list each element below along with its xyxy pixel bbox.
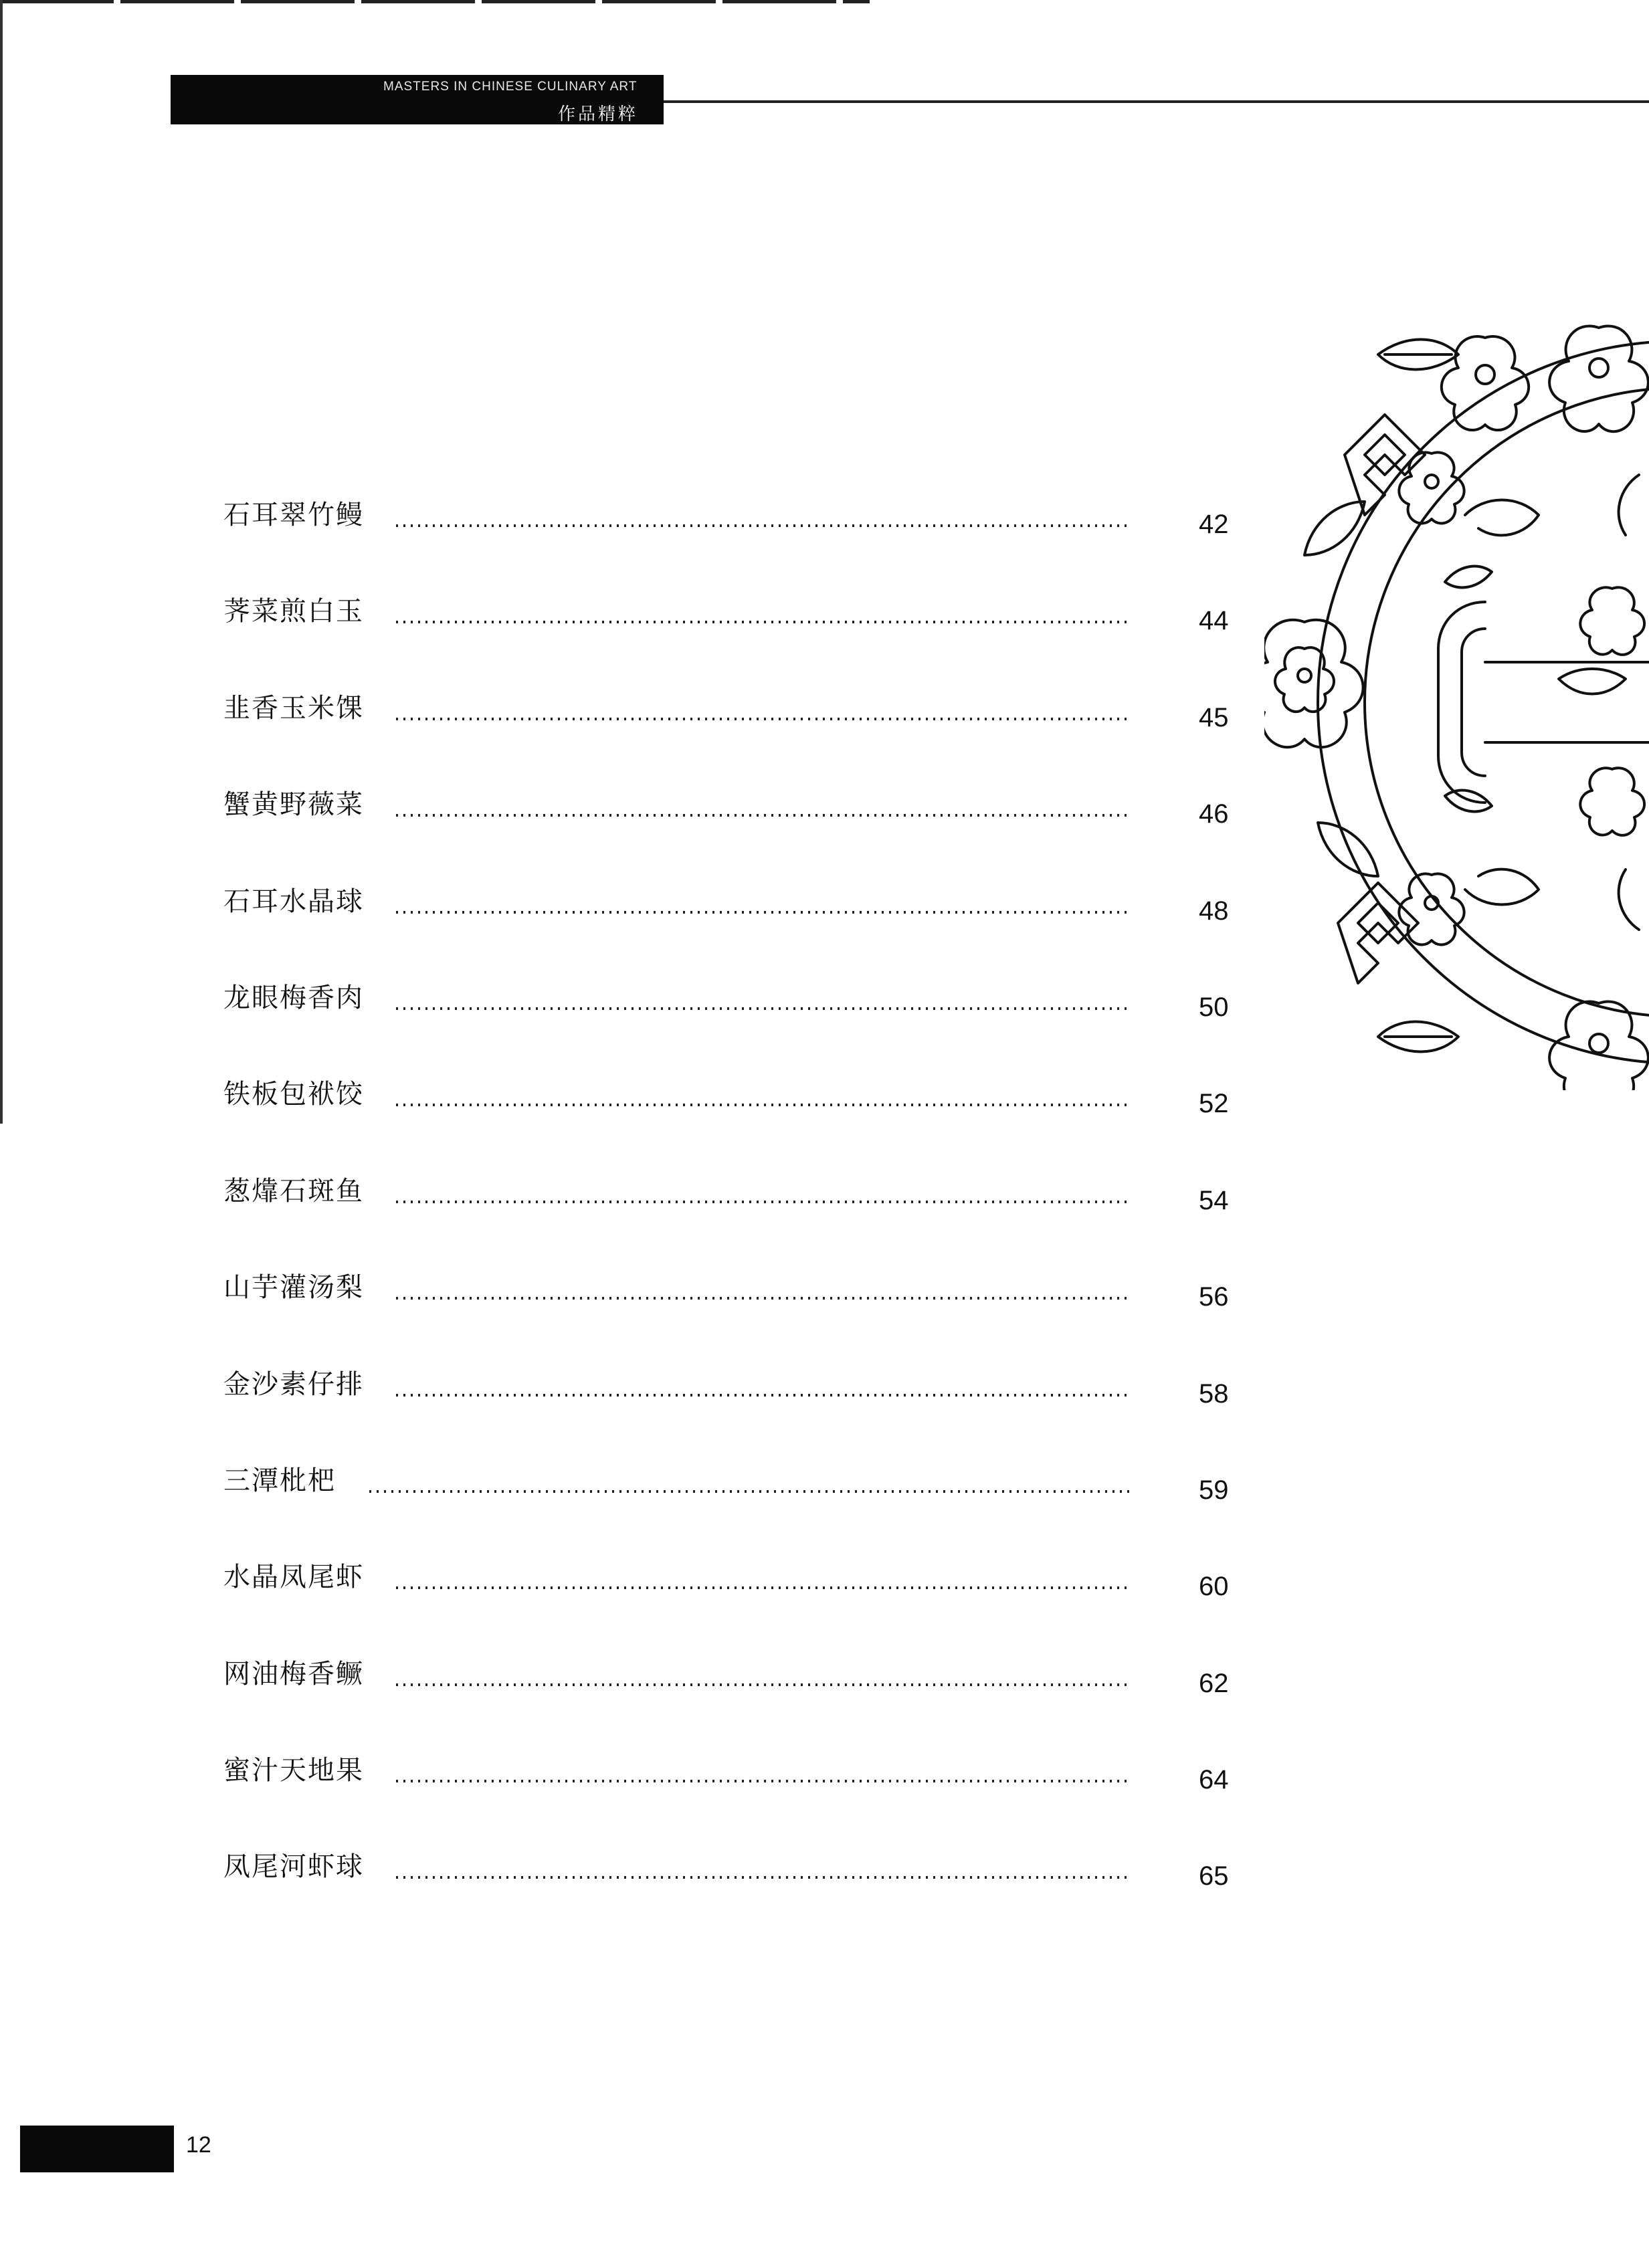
toc-entry[interactable] [223, 1174, 1240, 1228]
toc-entry[interactable] [223, 981, 1240, 1035]
toc-entry-title: 石耳水晶球 [223, 886, 364, 917]
header-rule [664, 100, 1649, 103]
toc-entry-title: 石耳翠竹鳗 [223, 500, 364, 530]
toc-entry-page: 65 [1199, 1861, 1229, 1891]
toc-entry-page: 56 [1199, 1282, 1229, 1312]
toc-entry[interactable] [223, 1077, 1240, 1131]
toc-entry[interactable] [223, 1850, 1240, 1903]
toc-entry[interactable] [223, 595, 1240, 648]
toc-entry-page: 60 [1199, 1572, 1229, 1601]
header-section-title: 作品精粹 [557, 104, 638, 124]
top-border-rule [0, 0, 870, 3]
toc-entry[interactable] [223, 1560, 1240, 1614]
toc-entry-title: 金沙素仔排 [223, 1369, 364, 1400]
toc-entry-page: 54 [1199, 1186, 1229, 1215]
page-number: 12 [186, 2132, 211, 2158]
toc-entry-title: 网油梅香鳜 [223, 1659, 364, 1689]
footer-black-tab [20, 2126, 174, 2172]
toc-entry-title: 水晶凤尾虾 [223, 1562, 364, 1592]
toc-entry-title: 铁板包袱饺 [223, 1079, 364, 1110]
toc-entry-page: 52 [1199, 1089, 1229, 1118]
toc-entry-page: 59 [1199, 1475, 1229, 1505]
toc-entry-title: 葱㸆石斑鱼 [223, 1176, 364, 1207]
toc-entry-page: 58 [1199, 1379, 1229, 1409]
toc-entry-title: 龙眼梅香肉 [223, 983, 364, 1013]
toc-entry[interactable] [223, 1754, 1240, 1807]
running-header-bar [171, 75, 664, 124]
toc-entry-title: 蟹黄野薇菜 [223, 789, 364, 820]
toc-entry[interactable] [223, 885, 1240, 938]
toc-entry-page: 64 [1199, 1765, 1229, 1794]
toc-entry-title: 山芋灌汤梨 [223, 1272, 364, 1303]
toc-entry[interactable] [223, 498, 1240, 552]
toc-entry-page: 45 [1199, 703, 1229, 732]
toc-entry-title: 荠菜煎白玉 [223, 596, 364, 627]
toc-entry[interactable] [223, 1368, 1240, 1421]
toc-entry[interactable] [223, 1657, 1240, 1711]
left-page-edge [0, 0, 3, 1124]
toc-entry-title: 韭香玉米馃 [223, 693, 364, 724]
toc-entry-page: 44 [1199, 606, 1229, 635]
toc-entry[interactable] [223, 692, 1240, 745]
dot-leader [369, 1489, 1327, 1493]
toc-entry[interactable] [223, 1271, 1240, 1324]
toc-entry-title: 凤尾河虾球 [223, 1851, 364, 1882]
toc-entry[interactable] [223, 788, 1240, 841]
toc-entry[interactable] [223, 1464, 1240, 1518]
toc-entry-title: 蜜汁天地果 [223, 1755, 364, 1786]
toc-entry-page: 48 [1199, 896, 1229, 926]
toc-entry-page: 50 [1199, 993, 1229, 1022]
header-series-title: MASTERS IN CHINESE CULINARY ART [383, 80, 638, 94]
floral-medallion-illustration [1264, 314, 1649, 1090]
toc-entry-page: 42 [1199, 510, 1229, 539]
floral-medallion-icon [1264, 314, 1649, 1090]
toc-entry-page: 46 [1199, 799, 1229, 829]
toc-entry-title: 三潭枇杷 [223, 1465, 336, 1496]
toc-entry-page: 62 [1199, 1669, 1229, 1698]
